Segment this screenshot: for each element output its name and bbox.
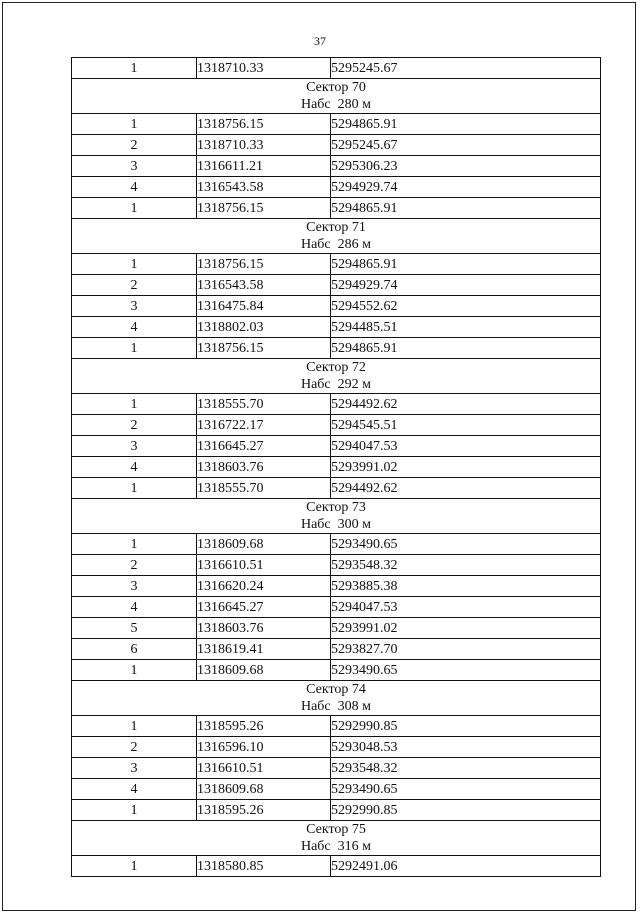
point-number-cell: 1 — [72, 198, 197, 219]
point-number-cell: 1 — [72, 338, 197, 359]
point-number-cell: 6 — [72, 639, 197, 660]
table-row — [72, 156, 601, 177]
table-row — [72, 478, 601, 499]
y-coordinate-cell: 5292491.06 — [331, 856, 601, 877]
point-number-cell: 1 — [72, 856, 197, 877]
x-coordinate-cell: 1316610.51 — [197, 758, 331, 779]
x-coordinate-cell: 1316645.27 — [197, 597, 331, 618]
sector-height: Набс 280 м — [300, 97, 372, 112]
sector-header-row — [72, 821, 601, 856]
table-row — [72, 576, 601, 597]
point-number-cell: 1 — [72, 800, 197, 821]
x-coordinate-cell: 1318710.33 — [197, 58, 331, 79]
x-coordinate-cell: 1318580.85 — [197, 856, 331, 877]
x-coordinate-cell: 1318802.03 — [197, 317, 331, 338]
point-number-cell: 2 — [72, 737, 197, 758]
x-coordinate-cell: 1318603.76 — [197, 457, 331, 478]
y-coordinate-cell: 5294929.74 — [331, 177, 601, 198]
point-number-cell: 1 — [72, 58, 197, 79]
x-coordinate-cell: 1316543.58 — [197, 275, 331, 296]
x-coordinate-cell: 1318595.26 — [197, 716, 331, 737]
y-coordinate-cell: 5292990.85 — [331, 800, 601, 821]
sector-header — [72, 681, 601, 716]
sector-header-row — [72, 359, 601, 394]
y-coordinate-cell: 5294552.62 — [331, 296, 601, 317]
table-row — [72, 555, 601, 576]
x-coordinate-cell: 1316610.51 — [197, 555, 331, 576]
table-row — [72, 296, 601, 317]
sector-header — [72, 359, 601, 394]
point-number-cell: 4 — [72, 317, 197, 338]
y-coordinate-cell: 5294545.51 — [331, 415, 601, 436]
table-row — [72, 618, 601, 639]
point-number-cell: 1 — [72, 478, 197, 499]
table-row — [72, 114, 601, 135]
table-row — [72, 457, 601, 478]
table-row — [72, 58, 601, 79]
table-row — [72, 660, 601, 681]
y-coordinate-cell: 5294047.53 — [331, 597, 601, 618]
point-number-cell: 3 — [72, 156, 197, 177]
coordinates-table-body — [72, 58, 601, 877]
y-coordinate-cell: 5294485.51 — [331, 317, 601, 338]
y-coordinate-cell: 5295306.23 — [331, 156, 601, 177]
y-coordinate-cell: 5293490.65 — [331, 534, 601, 555]
point-number-cell: 4 — [72, 457, 197, 478]
table-row — [72, 856, 601, 877]
sector-title: Сектор 70 — [306, 80, 366, 95]
sector-header-row — [72, 79, 601, 114]
sector-header — [72, 219, 601, 254]
y-coordinate-cell: 5293490.65 — [331, 660, 601, 681]
sector-title: Сектор 75 — [306, 822, 366, 837]
y-coordinate-cell: 5293991.02 — [331, 618, 601, 639]
x-coordinate-cell: 1316645.27 — [197, 436, 331, 457]
table-row — [72, 275, 601, 296]
point-number-cell: 1 — [72, 716, 197, 737]
sector-height: Набс 292 м — [300, 377, 372, 392]
table-row — [72, 436, 601, 457]
table-row — [72, 198, 601, 219]
table-row — [72, 779, 601, 800]
x-coordinate-cell: 1318555.70 — [197, 478, 331, 499]
y-coordinate-cell: 5294492.62 — [331, 478, 601, 499]
x-coordinate-cell: 1316543.58 — [197, 177, 331, 198]
point-number-cell: 1 — [72, 254, 197, 275]
x-coordinate-cell: 1316722.17 — [197, 415, 331, 436]
table-row — [72, 716, 601, 737]
sector-header — [72, 821, 601, 856]
x-coordinate-cell: 1316620.24 — [197, 576, 331, 597]
sector-title: Сектор 73 — [306, 500, 366, 515]
y-coordinate-cell: 5293991.02 — [331, 457, 601, 478]
point-number-cell: 4 — [72, 597, 197, 618]
y-coordinate-cell: 5293490.65 — [331, 779, 601, 800]
y-coordinate-cell: 5293827.70 — [331, 639, 601, 660]
x-coordinate-cell: 1316596.10 — [197, 737, 331, 758]
table-row — [72, 758, 601, 779]
coordinates-table — [71, 57, 601, 877]
sector-title: Сектор 74 — [306, 682, 366, 697]
sector-height: Набс 286 м — [300, 237, 372, 252]
x-coordinate-cell: 1318609.68 — [197, 534, 331, 555]
table-row — [72, 415, 601, 436]
sector-title: Сектор 72 — [306, 360, 366, 375]
y-coordinate-cell: 5295245.67 — [331, 135, 601, 156]
page-number: 37 — [314, 34, 326, 48]
y-coordinate-cell: 5294047.53 — [331, 436, 601, 457]
y-coordinate-cell: 5293548.32 — [331, 758, 601, 779]
x-coordinate-cell: 1318756.15 — [197, 198, 331, 219]
x-coordinate-cell: 1318555.70 — [197, 394, 331, 415]
table-row — [72, 177, 601, 198]
table-row — [72, 534, 601, 555]
y-coordinate-cell: 5294865.91 — [331, 198, 601, 219]
point-number-cell: 3 — [72, 758, 197, 779]
y-coordinate-cell: 5294865.91 — [331, 114, 601, 135]
table-row — [72, 639, 601, 660]
y-coordinate-cell: 5295245.67 — [331, 58, 601, 79]
y-coordinate-cell: 5294492.62 — [331, 394, 601, 415]
point-number-cell: 2 — [72, 135, 197, 156]
y-coordinate-cell: 5292990.85 — [331, 716, 601, 737]
y-coordinate-cell: 5293048.53 — [331, 737, 601, 758]
x-coordinate-cell: 1318619.41 — [197, 639, 331, 660]
x-coordinate-cell: 1318756.15 — [197, 114, 331, 135]
table-row — [72, 338, 601, 359]
point-number-cell: 4 — [72, 177, 197, 198]
y-coordinate-cell: 5294865.91 — [331, 338, 601, 359]
point-number-cell: 5 — [72, 618, 197, 639]
sector-height: Набс 316 м — [300, 839, 372, 854]
point-number-cell: 1 — [72, 660, 197, 681]
x-coordinate-cell: 1318756.15 — [197, 254, 331, 275]
sector-height: Набс 308 м — [300, 699, 372, 714]
sector-title: Сектор 71 — [306, 220, 366, 235]
table-row — [72, 597, 601, 618]
table-row — [72, 737, 601, 758]
point-number-cell: 4 — [72, 779, 197, 800]
point-number-cell: 3 — [72, 296, 197, 317]
point-number-cell: 1 — [72, 534, 197, 555]
point-number-cell: 3 — [72, 576, 197, 597]
sector-header-row — [72, 219, 601, 254]
x-coordinate-cell: 1318603.76 — [197, 618, 331, 639]
sector-header — [72, 79, 601, 114]
table-row — [72, 135, 601, 156]
point-number-cell: 2 — [72, 555, 197, 576]
sector-header — [72, 499, 601, 534]
x-coordinate-cell: 1316475.84 — [197, 296, 331, 317]
table-row — [72, 317, 601, 338]
table-row — [72, 254, 601, 275]
point-number-cell: 1 — [72, 114, 197, 135]
y-coordinate-cell: 5293885.38 — [331, 576, 601, 597]
x-coordinate-cell: 1318710.33 — [197, 135, 331, 156]
x-coordinate-cell: 1316611.21 — [197, 156, 331, 177]
point-number-cell: 2 — [72, 415, 197, 436]
y-coordinate-cell: 5294929.74 — [331, 275, 601, 296]
x-coordinate-cell: 1318609.68 — [197, 660, 331, 681]
sector-height: Набс 300 м — [300, 517, 372, 532]
y-coordinate-cell: 5294865.91 — [331, 254, 601, 275]
point-number-cell: 2 — [72, 275, 197, 296]
sector-header-row — [72, 681, 601, 716]
table-row — [72, 394, 601, 415]
point-number-cell: 1 — [72, 394, 197, 415]
point-number-cell: 3 — [72, 436, 197, 457]
sector-header-row — [72, 499, 601, 534]
x-coordinate-cell: 1318609.68 — [197, 779, 331, 800]
x-coordinate-cell: 1318595.26 — [197, 800, 331, 821]
y-coordinate-cell: 5293548.32 — [331, 555, 601, 576]
x-coordinate-cell: 1318756.15 — [197, 338, 331, 359]
table-row — [72, 800, 601, 821]
